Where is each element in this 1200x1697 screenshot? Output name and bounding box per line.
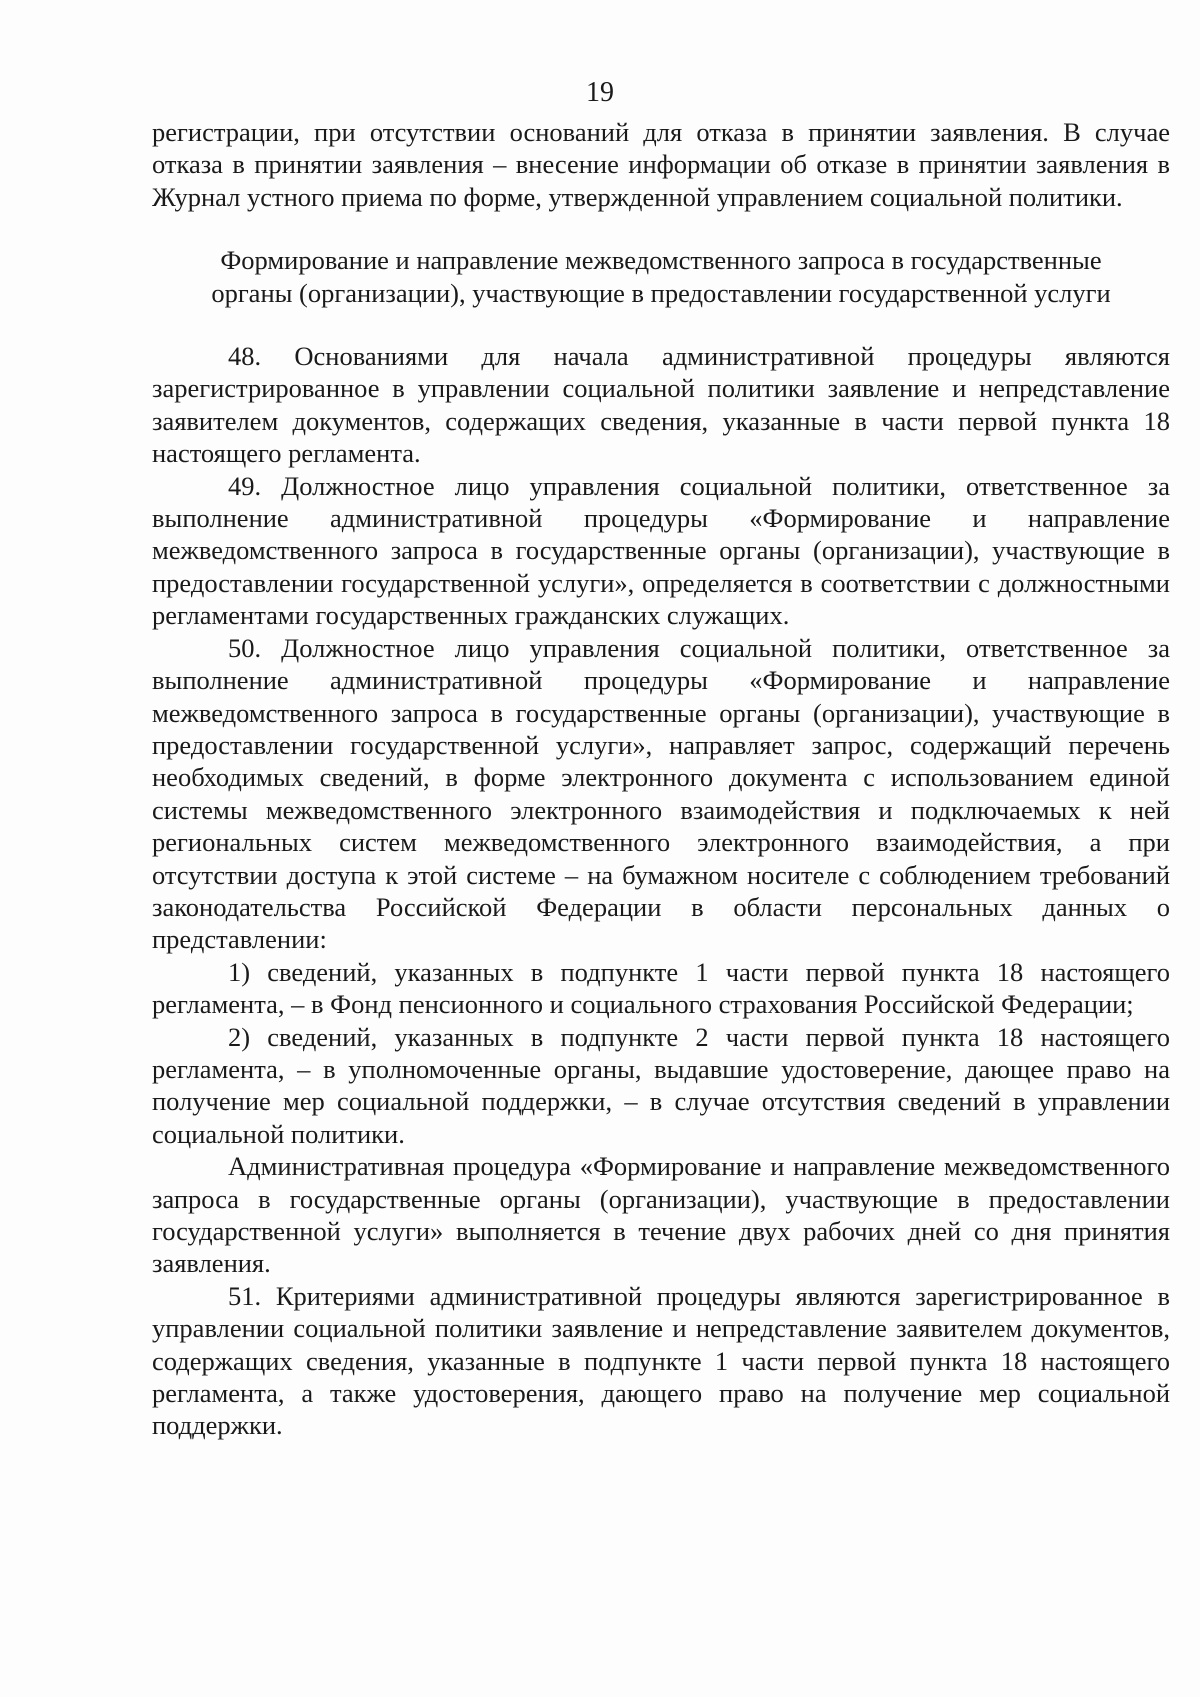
section-heading-line-1: Формирование и направление межведомственного запроса в государственные bbox=[220, 245, 1102, 276]
paragraph-50-item-2: 2) сведений, указанных в подпункте 2 части первой пункта 18 настоящего регламента, – в уполномоченные органы, выдавшие удостоверение, дающее право на получение мер социальной поддержки, – в случае отсутствия сведений в управлении социальной политики. bbox=[152, 1021, 1170, 1149]
paragraph-49: 49. Должностное лицо управления социальной политики, ответственное за выполнение административной процедуры «Формирование и направление межведомственного запроса в государственные органы (организации), участвующие в предоставлении государственной услуги», определяется в соответствии с должностными регламентами государственных гражданских служащих. bbox=[152, 470, 1170, 631]
section-heading-line-2: органы (организации), участвующие в предоставлении государственной услуги bbox=[211, 277, 1111, 308]
paragraph-50: 50. Должностное лицо управления социальной политики, ответственное за выполнение административной процедуры «Формирование и направление межведомственного запроса в государственные органы (организации), участвующие в предоставлении государственной услуги», направляет запрос, содержащий перечень необходимых сведений, в форме электронного документа с использованием единой системы межведомственного электронного взаимодействия и подключаемых к ней региональных систем межведомственного электронного взаимодействия, а при отсутствии доступа к этой системе – на бумажном носителе с соблюдением требований законодательства Российской Федерации в области персональных данных о представлении: bbox=[152, 632, 1170, 955]
paragraph-48: 48. Основаниями для начала административной процедуры являются зарегистрированное в управлении социальной политики заявление и непредставление заявителем документов, содержащих сведения, указанные в части первой пункта 18 настоящего регламента. bbox=[152, 341, 1170, 469]
paragraph-51: 51. Критериями административной процедуры являются зарегистрированное в управлении социальной политики заявление и непредставление заявителем документов, содержащих сведения, указанные в подпункте 1 части первой пункта 18 настоящего регламента, а также удостоверения, дающего право на получение мер социальной поддержки. bbox=[152, 1280, 1170, 1441]
page-number: 19 bbox=[586, 77, 614, 108]
section-heading bbox=[152, 244, 1170, 309]
document-body bbox=[152, 116, 1170, 1442]
paragraph-50-term: Административная процедура «Формирование и направление межведомственного запроса в государственные органы (организации), участвующие в предоставлении государственной услуги» выполняется в течение двух рабочих дней со дня принятия заявления. bbox=[152, 1151, 1170, 1279]
paragraph-50-item-1: 1) сведений, указанных в подпункте 1 части первой пункта 18 настоящего регламента, – в Фонд пенсионного и социального страхования Российской Федерации; bbox=[152, 956, 1170, 1020]
intro-paragraph: регистрации, при отсутствии оснований для отказа в принятии заявления. В случае отказа в принятии заявления – внесение информации об отказе в принятии заявления в Журнал устного приема по форме, утвержденной управлением социальной политики. bbox=[152, 117, 1170, 212]
